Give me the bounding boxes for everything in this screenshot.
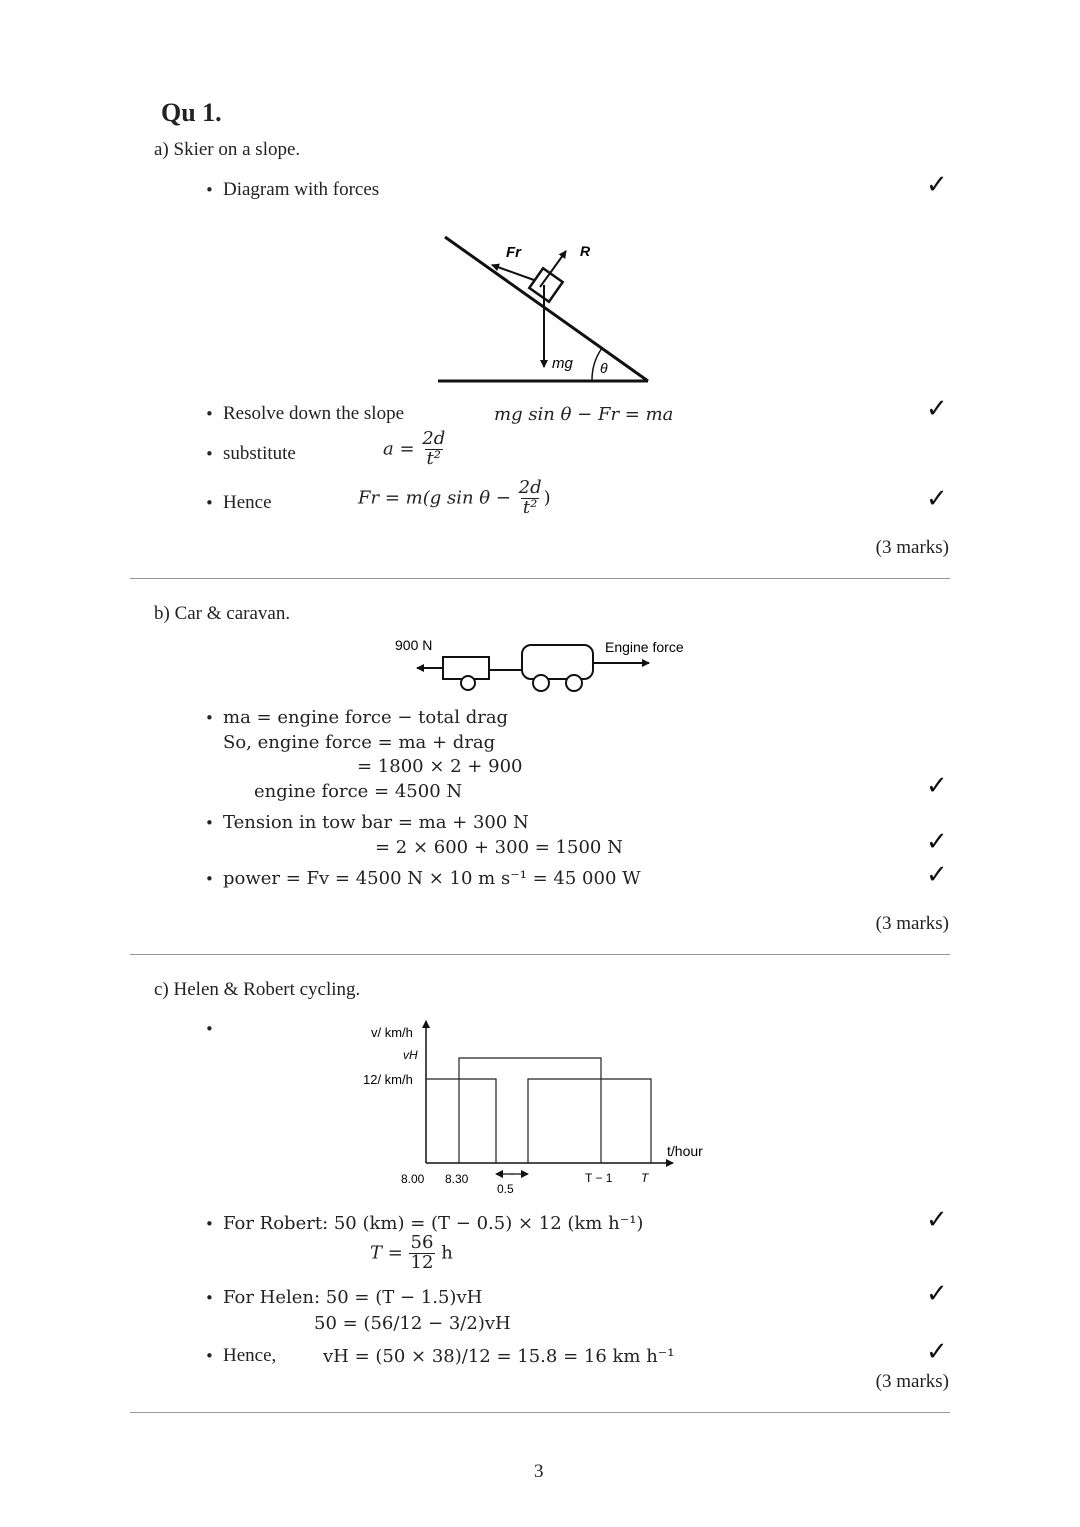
part-b-line-2: So, engine force = ma + drag [223, 732, 496, 753]
divider [130, 1412, 950, 1413]
drag-label: 900 N [395, 637, 433, 653]
part-b-line-7: power = Fv = 4500 N × 10 m s⁻¹ = 45 000 W [223, 868, 641, 889]
label-theta: θ [600, 360, 608, 376]
tick-0-5: 0.5 [497, 1182, 514, 1196]
part-a-marks: (3 marks) [875, 537, 949, 558]
hence-equation: Fr = m(g sin θ − $\frac{2d}{\text{t²}}$ ) [358, 477, 551, 518]
hence-label: Hence, [223, 1345, 277, 1366]
bullet-dot: • [205, 405, 214, 423]
page-number: 3 [534, 1461, 544, 1482]
check-mark-icon: ✓ [926, 1279, 948, 1309]
check-mark-icon: ✓ [926, 394, 948, 424]
y-axis-label: v/ km/h [371, 1025, 413, 1040]
helen-trace [459, 1058, 601, 1163]
part-a-bullet-resolve: Resolve down the slope [223, 403, 405, 424]
bullet-dot: • [205, 1347, 214, 1365]
check-mark-icon: ✓ [926, 170, 948, 200]
part-b-line-6: = 2 × 600 + 300 = 1500 N [375, 837, 623, 858]
robert-equation: For Robert: 50 (km) = (T − 0.5) × 12 (km h⁻¹) [223, 1213, 644, 1234]
level-label: 12/ km/h [363, 1072, 413, 1087]
label-mg: mg [552, 355, 573, 372]
part-a-bullet-diagram: Diagram with forces [223, 179, 380, 200]
question-heading: Qu 1. [161, 98, 222, 127]
bullet-dot: • [205, 445, 214, 463]
check-mark-icon: ✓ [926, 860, 948, 890]
tick-t: T [641, 1171, 649, 1185]
divider [130, 578, 950, 579]
part-b-line-5: Tension in tow bar = ma + 300 N [223, 812, 529, 833]
velocity-time-graph [355, 1015, 720, 1200]
label-r: R [580, 243, 591, 259]
part-b-marks: (3 marks) [875, 913, 949, 934]
car-wheel-front [533, 675, 549, 691]
bullet-dot: • [205, 1215, 214, 1233]
substitute-equation: a = $\frac{2d}{\text{t²}}$ [383, 428, 446, 469]
part-b-line-4: engine force = 4500 N [254, 781, 463, 802]
bullet-dot: • [205, 709, 214, 727]
car-wheel-rear [566, 675, 582, 691]
helen-speed-result: vH = (50 × 38)/12 = 15.8 = 16 km h⁻¹ [323, 1346, 675, 1367]
bullet-dot: • [205, 494, 214, 512]
part-a-bullet-hence: Hence [223, 492, 272, 513]
helen-equation-1: For Helen: 50 = (T − 1.5)vH [223, 1287, 483, 1308]
check-mark-icon: ✓ [926, 827, 948, 857]
friction-arrow [492, 265, 534, 280]
tick-t-minus-1: T − 1 [585, 1171, 613, 1185]
slope-force-diagram [430, 225, 670, 390]
bullet-dot: • [205, 814, 214, 832]
bullet-dot: • [205, 1289, 214, 1307]
robert-trace-2 [528, 1079, 651, 1163]
caravan-wheel [461, 676, 475, 690]
skier-block [529, 268, 562, 301]
part-b-title: b) Car & caravan. [154, 603, 291, 624]
part-a-bullet-substitute: substitute [223, 443, 296, 464]
part-c-title: c) Helen & Robert cycling. [154, 979, 361, 1000]
part-b-line-3: = 1800 × 2 + 900 [357, 756, 523, 777]
check-mark-icon: ✓ [926, 484, 948, 514]
check-mark-icon: ✓ [926, 1205, 948, 1235]
x-axis-label: t/hour [667, 1143, 703, 1159]
slope-line [445, 237, 648, 381]
robert-trace-1 [426, 1079, 496, 1163]
vh-label: vH [403, 1048, 418, 1062]
check-mark-icon: ✓ [926, 771, 948, 801]
bullet-dot: • [205, 870, 214, 888]
part-a-title: a) Skier on a slope. [154, 139, 301, 160]
engine-label: Engine force [605, 639, 684, 655]
car-caravan-diagram [385, 632, 705, 694]
part-c-marks: (3 marks) [875, 1371, 949, 1392]
part-b-line-1: ma = engine force − total drag [223, 707, 509, 728]
car-body [522, 645, 593, 679]
divider [130, 954, 950, 955]
bullet-dot: • [205, 1020, 214, 1038]
check-mark-icon: ✓ [926, 1337, 948, 1367]
label-fr: Fr [506, 244, 521, 261]
resolve-equation: mg sin θ − Fr = ma [494, 404, 674, 425]
robert-t-result: T = $\frac{56}{12}$ h [370, 1232, 453, 1273]
bullet-dot: • [205, 181, 214, 199]
tick-8-30: 8.30 [445, 1172, 469, 1186]
tick-8-00: 8.00 [401, 1172, 425, 1186]
helen-equation-2: 50 = (56/12 − 3/2)vH [314, 1313, 511, 1334]
